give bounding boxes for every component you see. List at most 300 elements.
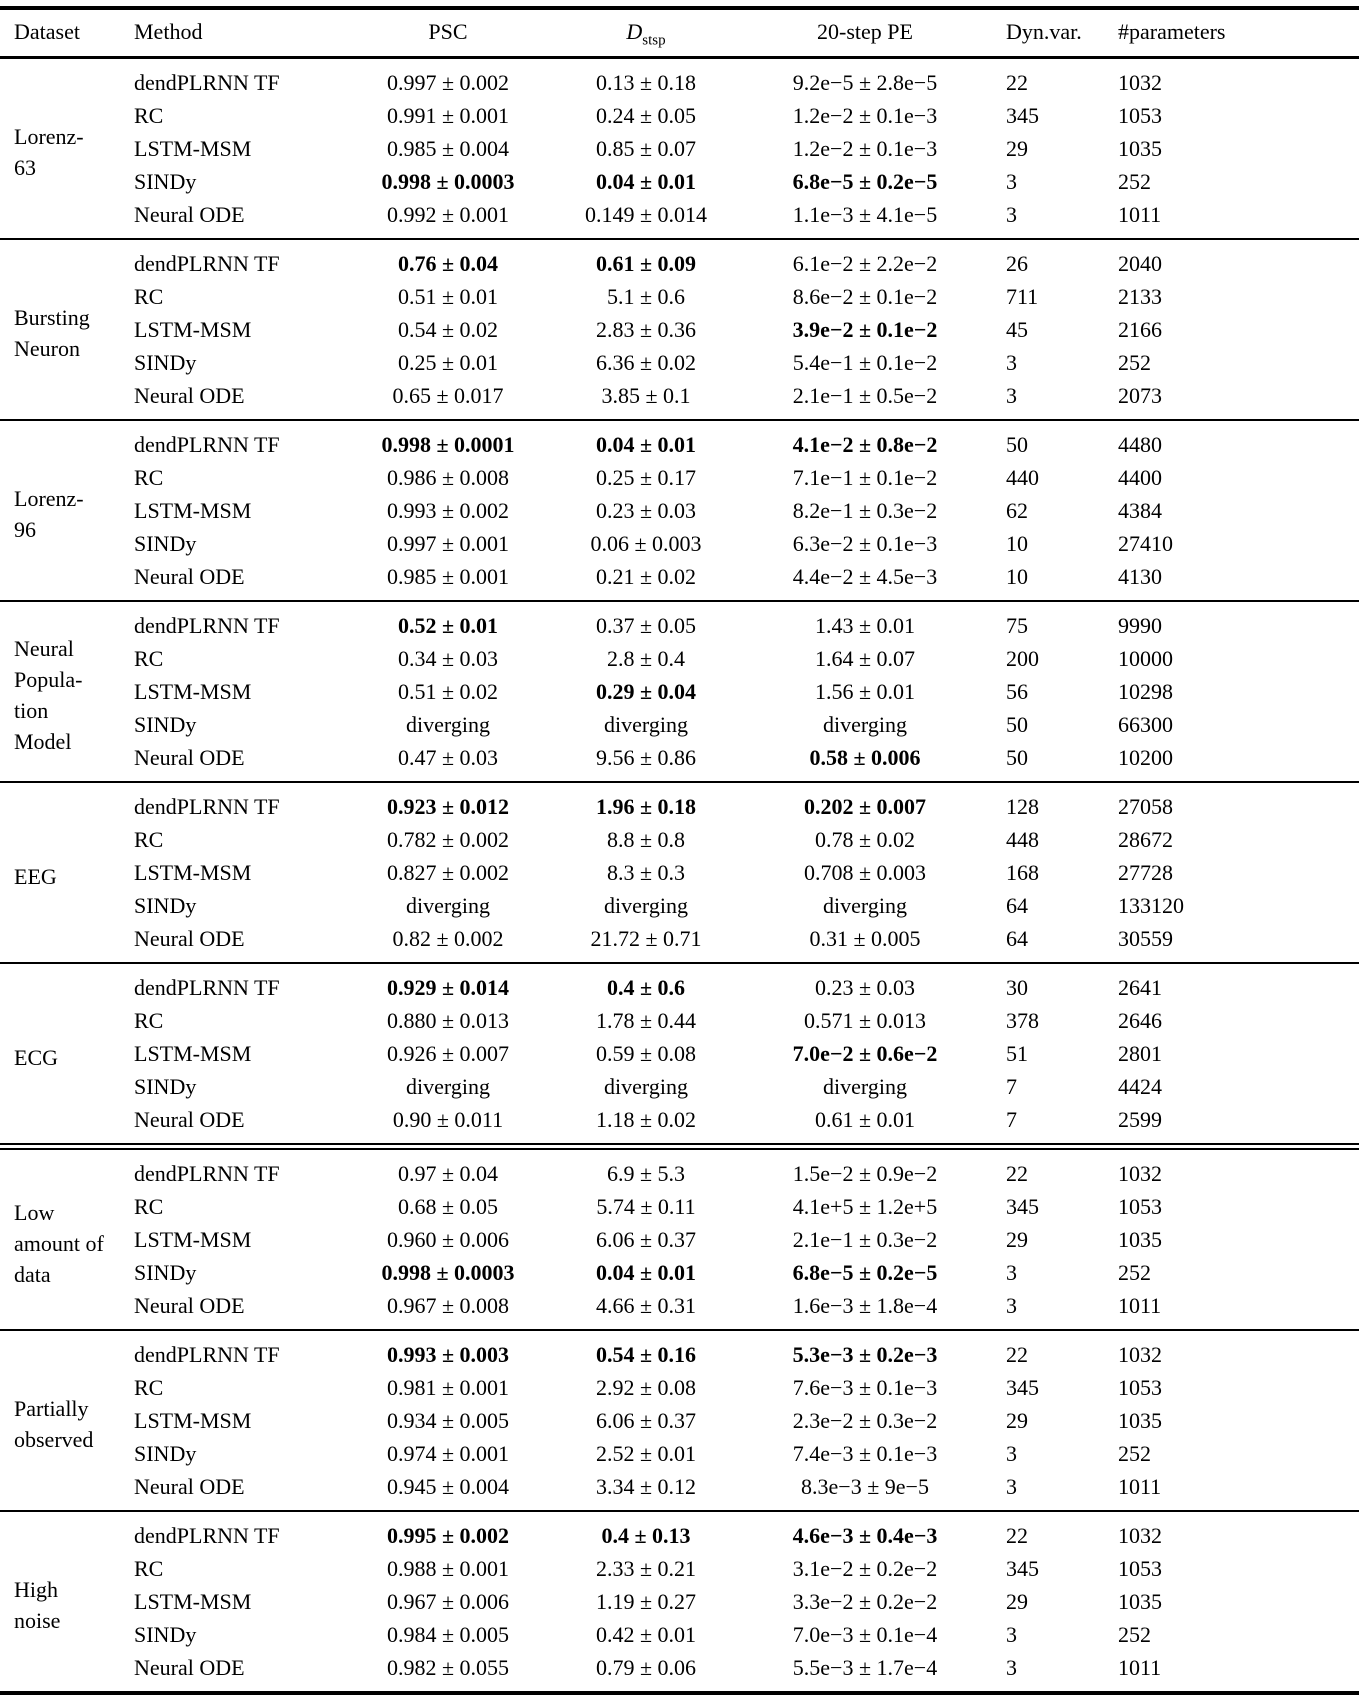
params-value: 1053 bbox=[1118, 1194, 1162, 1219]
dyn-value: 448 bbox=[1006, 827, 1039, 852]
dataset-label bbox=[0, 1511, 134, 1693]
dyn-value: 200 bbox=[1006, 646, 1039, 671]
method-label: RC bbox=[134, 284, 164, 309]
psc-value: 0.54 ± 0.02 bbox=[397, 317, 499, 342]
psc-value: 0.993 ± 0.003 bbox=[348, 1330, 548, 1371]
psc-value: 0.880 ± 0.013 bbox=[386, 1008, 510, 1033]
table-row bbox=[0, 1289, 1359, 1330]
pe-value: 6.3e−2 ± 0.1e−3 bbox=[792, 531, 938, 556]
dyn-value: 10 bbox=[1006, 531, 1028, 556]
psc-value: 0.782 ± 0.002 bbox=[386, 827, 510, 852]
params-value: 1035 bbox=[1118, 1589, 1162, 1614]
params-value: 252 bbox=[1118, 1441, 1151, 1466]
psc-value: 0.51 ± 0.01 bbox=[397, 284, 499, 309]
dstsp-value: 5.1 ± 0.6 bbox=[606, 284, 686, 309]
dstsp-value: 0.42 ± 0.01 bbox=[595, 1622, 697, 1647]
table-row bbox=[0, 1147, 1359, 1191]
method-label: dendPLRNN TF bbox=[134, 601, 348, 642]
pe-value: 1.64 ± 0.07 bbox=[814, 646, 916, 671]
dataset-label-line: amount of bbox=[14, 1230, 104, 1256]
header-row bbox=[0, 8, 1359, 58]
method-label: Neural ODE bbox=[134, 1107, 245, 1132]
dstsp-value: 6.9 ± 5.3 bbox=[548, 1147, 744, 1191]
dataset-label bbox=[0, 1147, 134, 1331]
pe-value: 5.4e−1 ± 0.1e−2 bbox=[792, 350, 938, 375]
pe-value: 6.1e−2 ± 2.2e−2 bbox=[744, 239, 986, 280]
psc-value: 0.974 ± 0.001 bbox=[386, 1441, 510, 1466]
table-row bbox=[0, 346, 1359, 379]
dyn-value: 3 bbox=[1006, 1293, 1017, 1318]
dataset-label-line: Neural bbox=[14, 636, 74, 661]
table-row bbox=[0, 1103, 1359, 1147]
dstsp-value: 8.3 ± 0.3 bbox=[606, 860, 686, 885]
pe-value: 1.6e−3 ± 1.8e−4 bbox=[792, 1293, 938, 1318]
dstsp-value: 3.85 ± 0.1 bbox=[601, 383, 691, 408]
method-label: LSTM-MSM bbox=[134, 498, 252, 523]
table-row bbox=[0, 675, 1359, 708]
dataset-label-line: Lorenz- bbox=[14, 124, 84, 149]
method-label: LSTM-MSM bbox=[134, 1041, 252, 1066]
psc-value: 0.985 ± 0.004 bbox=[386, 136, 510, 161]
table-row bbox=[0, 889, 1359, 922]
dyn-value: 3 bbox=[1006, 169, 1017, 194]
psc-value: 0.929 ± 0.014 bbox=[348, 963, 548, 1004]
dyn-value: 22 bbox=[986, 1511, 1098, 1552]
dyn-value: 56 bbox=[1006, 679, 1028, 704]
dstsp-value: 0.59 ± 0.08 bbox=[595, 1041, 697, 1066]
params-value: 9990 bbox=[1098, 601, 1359, 642]
pe-value: 8.3e−3 ± 9e−5 bbox=[801, 1474, 929, 1499]
method-label: RC bbox=[134, 1375, 164, 1400]
pe-value: 7.0e−3 ± 0.1e−4 bbox=[792, 1622, 938, 1647]
table-row bbox=[0, 494, 1359, 527]
table-row bbox=[0, 601, 1359, 642]
table-row bbox=[0, 1585, 1359, 1618]
table-row bbox=[0, 1223, 1359, 1256]
dyn-value: 29 bbox=[1006, 136, 1028, 161]
method-label: SINDy bbox=[134, 1441, 197, 1466]
method-label: Neural ODE bbox=[134, 202, 245, 227]
dyn-value: 64 bbox=[1006, 926, 1028, 951]
params-value: 4400 bbox=[1118, 465, 1162, 490]
dstsp-value: 0.04 ± 0.01 bbox=[595, 169, 697, 194]
params-value: 27728 bbox=[1118, 860, 1173, 885]
table-row bbox=[0, 1256, 1359, 1289]
dyn-value: 711 bbox=[1006, 284, 1039, 309]
psc-value: 0.945 ± 0.004 bbox=[386, 1474, 510, 1499]
params-value: 10200 bbox=[1118, 745, 1173, 770]
dyn-value: 10 bbox=[1006, 564, 1028, 589]
pe-value: 6.8e−5 ± 0.2e−5 bbox=[792, 1260, 938, 1285]
dataset-label bbox=[0, 601, 134, 782]
psc-value: diverging bbox=[406, 1074, 490, 1099]
psc-value: 0.998 ± 0.0003 bbox=[381, 1260, 515, 1285]
table-row bbox=[0, 1371, 1359, 1404]
pe-value: 4.1e+5 ± 1.2e+5 bbox=[792, 1194, 938, 1219]
psc-value: 0.51 ± 0.02 bbox=[397, 679, 499, 704]
table-row bbox=[0, 741, 1359, 782]
table-row bbox=[0, 1037, 1359, 1070]
dstsp-value: 0.06 ± 0.003 bbox=[590, 531, 702, 556]
table-row bbox=[0, 165, 1359, 198]
pe-value: 0.58 ± 0.006 bbox=[809, 745, 921, 770]
pe-value: 1.56 ± 0.01 bbox=[814, 679, 916, 704]
dstsp-value: 0.149 ± 0.014 bbox=[584, 202, 708, 227]
psc-value: 0.47 ± 0.03 bbox=[397, 745, 499, 770]
dstsp-value: 6.36 ± 0.02 bbox=[595, 350, 697, 375]
method-label: LSTM-MSM bbox=[134, 1227, 252, 1252]
dataset-label bbox=[0, 782, 134, 963]
params-value: 1053 bbox=[1118, 103, 1162, 128]
method-label: SINDy bbox=[134, 531, 197, 556]
method-label: LSTM-MSM bbox=[134, 317, 252, 342]
table-row bbox=[0, 1511, 1359, 1552]
dataset-label-line: Neuron bbox=[14, 336, 80, 361]
results-table-body bbox=[0, 58, 1359, 1694]
dataset-label-line: noise bbox=[14, 1608, 61, 1633]
pe-value: 0.202 ± 0.007 bbox=[744, 782, 986, 823]
dyn-value: 62 bbox=[1006, 498, 1028, 523]
dstsp-value: 0.54 ± 0.16 bbox=[548, 1330, 744, 1371]
dataset-label-line: Lorenz- bbox=[14, 486, 84, 511]
table-row bbox=[0, 99, 1359, 132]
params-value: 10000 bbox=[1118, 646, 1173, 671]
table-row bbox=[0, 922, 1359, 963]
method-label: SINDy bbox=[134, 1622, 197, 1647]
table-row bbox=[0, 963, 1359, 1004]
col-header-dynvar: Dyn.var. bbox=[986, 8, 1098, 58]
pe-value: 0.23 ± 0.03 bbox=[744, 963, 986, 1004]
params-value: 27410 bbox=[1118, 531, 1173, 556]
table-row bbox=[0, 823, 1359, 856]
dataset-label-line: tion bbox=[14, 698, 49, 723]
params-value: 10298 bbox=[1118, 679, 1173, 704]
table-row bbox=[0, 280, 1359, 313]
dataset-label-line: Partially bbox=[14, 1396, 89, 1421]
pe-value: 1.1e−3 ± 4.1e−5 bbox=[792, 202, 938, 227]
pe-value: 7.6e−3 ± 0.1e−3 bbox=[792, 1375, 938, 1400]
psc-value: 0.34 ± 0.03 bbox=[397, 646, 499, 671]
table-row bbox=[0, 1618, 1359, 1651]
dstsp-value: 1.19 ± 0.27 bbox=[595, 1589, 697, 1614]
method-label: RC bbox=[134, 465, 164, 490]
dyn-value: 345 bbox=[1006, 1556, 1039, 1581]
params-value: 1053 bbox=[1118, 1556, 1162, 1581]
pe-value: 3.3e−2 ± 0.2e−2 bbox=[792, 1589, 938, 1614]
pe-value: 2.1e−1 ± 0.3e−2 bbox=[792, 1227, 938, 1252]
method-label: RC bbox=[134, 646, 164, 671]
params-value: 2133 bbox=[1118, 284, 1162, 309]
dstsp-value: 0.79 ± 0.06 bbox=[595, 1655, 697, 1680]
table-row bbox=[0, 1437, 1359, 1470]
params-value: 1011 bbox=[1118, 1655, 1162, 1680]
dstsp-value: 0.4 ± 0.6 bbox=[548, 963, 744, 1004]
params-value: 1011 bbox=[1118, 1293, 1162, 1318]
dstsp-value: 0.13 ± 0.18 bbox=[595, 70, 697, 95]
table-row bbox=[0, 642, 1359, 675]
psc-value: 0.934 ± 0.005 bbox=[386, 1408, 510, 1433]
table-row bbox=[0, 461, 1359, 494]
dstsp-value: diverging bbox=[604, 1074, 688, 1099]
pe-value: 7.1e−1 ± 0.1e−2 bbox=[792, 465, 938, 490]
pe-value: diverging bbox=[823, 893, 907, 918]
table-row bbox=[0, 782, 1359, 823]
params-value: 1011 bbox=[1118, 202, 1162, 227]
psc-value: 0.995 ± 0.002 bbox=[348, 1511, 548, 1552]
dataset-label bbox=[0, 58, 134, 240]
psc-value: 0.76 ± 0.04 bbox=[348, 239, 548, 280]
psc-value: 0.82 ± 0.002 bbox=[392, 926, 504, 951]
params-value: 1035 bbox=[1118, 1408, 1162, 1433]
psc-value: 0.827 ± 0.002 bbox=[386, 860, 510, 885]
dstsp-value: 2.83 ± 0.36 bbox=[595, 317, 697, 342]
table-row bbox=[0, 1004, 1359, 1037]
psc-value: 0.52 ± 0.01 bbox=[348, 601, 548, 642]
params-value: 4384 bbox=[1118, 498, 1162, 523]
dyn-value: 345 bbox=[1006, 1194, 1039, 1219]
psc-value: 0.68 ± 0.05 bbox=[397, 1194, 499, 1219]
params-value: 1011 bbox=[1118, 1474, 1162, 1499]
table-row bbox=[0, 1552, 1359, 1585]
dyn-value: 440 bbox=[1006, 465, 1039, 490]
dstsp-value: 2.8 ± 0.4 bbox=[606, 646, 686, 671]
dyn-value: 50 bbox=[1006, 745, 1028, 770]
dstsp-value: 0.23 ± 0.03 bbox=[595, 498, 697, 523]
results-table bbox=[0, 6, 1359, 1695]
dstsp-value: 0.24 ± 0.05 bbox=[595, 103, 697, 128]
params-value: 1035 bbox=[1118, 1227, 1162, 1252]
dyn-value: 3 bbox=[1006, 1260, 1017, 1285]
pe-value: 3.9e−2 ± 0.1e−2 bbox=[792, 317, 938, 342]
table-row bbox=[0, 1651, 1359, 1693]
params-value: 2646 bbox=[1118, 1008, 1162, 1033]
pe-value: 1.5e−2 ± 0.9e−2 bbox=[744, 1147, 986, 1191]
params-value: 2073 bbox=[1118, 383, 1162, 408]
dstsp-value: 5.74 ± 0.11 bbox=[596, 1194, 696, 1219]
method-label: RC bbox=[134, 827, 164, 852]
params-value: 252 bbox=[1118, 169, 1151, 194]
dyn-value: 22 bbox=[986, 1330, 1098, 1371]
params-value: 4424 bbox=[1118, 1074, 1162, 1099]
table-row bbox=[0, 527, 1359, 560]
dyn-value: 22 bbox=[986, 1147, 1098, 1191]
pe-value: 9.2e−5 ± 2.8e−5 bbox=[792, 70, 938, 95]
dataset-label bbox=[0, 420, 134, 601]
dyn-value: 3 bbox=[1006, 1622, 1017, 1647]
psc-value: 0.997 ± 0.001 bbox=[386, 531, 510, 556]
method-label: dendPLRNN TF bbox=[134, 963, 348, 1004]
method-label: dendPLRNN TF bbox=[134, 782, 348, 823]
dstsp-subscript: stsp bbox=[642, 32, 666, 49]
params-value: 2040 bbox=[1098, 239, 1359, 280]
dataset-label-line: observed bbox=[14, 1427, 94, 1452]
method-label: dendPLRNN TF bbox=[134, 1511, 348, 1552]
params-value: 30559 bbox=[1118, 926, 1173, 951]
pe-value: 7.0e−2 ± 0.6e−2 bbox=[792, 1041, 938, 1066]
params-value: 252 bbox=[1118, 1622, 1151, 1647]
psc-value: 0.986 ± 0.008 bbox=[386, 465, 510, 490]
params-value: 4480 bbox=[1098, 420, 1359, 461]
params-value: 1032 bbox=[1098, 1147, 1359, 1191]
dyn-value: 345 bbox=[1006, 1375, 1039, 1400]
pe-value: 4.1e−2 ± 0.8e−2 bbox=[744, 420, 986, 461]
params-value: 4130 bbox=[1118, 564, 1162, 589]
dyn-value: 29 bbox=[1006, 1408, 1028, 1433]
pe-value: 5.5e−3 ± 1.7e−4 bbox=[792, 1655, 938, 1680]
table-row bbox=[0, 708, 1359, 741]
dyn-value: 3 bbox=[1006, 350, 1017, 375]
pe-value: 0.31 ± 0.005 bbox=[809, 926, 921, 951]
method-label: dendPLRNN TF bbox=[134, 239, 348, 280]
dstsp-value: 6.06 ± 0.37 bbox=[595, 1227, 697, 1252]
method-label: LSTM-MSM bbox=[134, 1408, 252, 1433]
dyn-value: 51 bbox=[1006, 1041, 1028, 1066]
psc-value: 0.923 ± 0.012 bbox=[348, 782, 548, 823]
dstsp-value: 1.78 ± 0.44 bbox=[595, 1008, 697, 1033]
pe-value: 1.2e−2 ± 0.1e−3 bbox=[792, 103, 938, 128]
dyn-value: 29 bbox=[1006, 1227, 1028, 1252]
psc-value: 0.991 ± 0.001 bbox=[386, 103, 510, 128]
psc-value: 0.90 ± 0.011 bbox=[392, 1107, 504, 1132]
table-row bbox=[0, 560, 1359, 601]
pe-value: 3.1e−2 ± 0.2e−2 bbox=[792, 1556, 938, 1581]
dataset-label-line: Bursting bbox=[14, 305, 90, 330]
dstsp-value: 8.8 ± 0.8 bbox=[606, 827, 686, 852]
pe-value: 1.43 ± 0.01 bbox=[744, 601, 986, 642]
pe-value: 8.2e−1 ± 0.3e−2 bbox=[792, 498, 938, 523]
dstsp-value: 3.34 ± 0.12 bbox=[595, 1474, 697, 1499]
method-label: Neural ODE bbox=[134, 926, 245, 951]
dstsp-value: 9.56 ± 0.86 bbox=[595, 745, 697, 770]
table-row bbox=[0, 198, 1359, 239]
dataset-label-line: Low bbox=[14, 1199, 55, 1225]
pe-value: diverging bbox=[823, 1074, 907, 1099]
dstsp-value: 0.04 ± 0.01 bbox=[595, 1260, 697, 1285]
params-value: 66300 bbox=[1118, 712, 1173, 737]
params-value: 1032 bbox=[1098, 1511, 1359, 1552]
dstsp-value: diverging bbox=[604, 893, 688, 918]
table-row bbox=[0, 379, 1359, 420]
dyn-value: 50 bbox=[986, 420, 1098, 461]
table-row bbox=[0, 1404, 1359, 1437]
params-value: 252 bbox=[1118, 350, 1151, 375]
pe-value: 4.4e−2 ± 4.5e−3 bbox=[792, 564, 938, 589]
col-header-dataset: Dataset bbox=[0, 8, 134, 58]
method-label: Neural ODE bbox=[134, 1293, 245, 1318]
dataset-label-line: EEG bbox=[14, 863, 57, 889]
dataset-label-line: ECG bbox=[14, 1044, 58, 1070]
method-label: SINDy bbox=[134, 712, 197, 737]
params-value: 28672 bbox=[1118, 827, 1173, 852]
dyn-value: 3 bbox=[1006, 202, 1017, 227]
psc-value: 0.25 ± 0.01 bbox=[397, 350, 499, 375]
psc-value: 0.984 ± 0.005 bbox=[386, 1622, 510, 1647]
method-label: Neural ODE bbox=[134, 1655, 245, 1680]
method-label: RC bbox=[134, 1008, 164, 1033]
dstsp-value: diverging bbox=[604, 712, 688, 737]
dyn-value: 30 bbox=[986, 963, 1098, 1004]
pe-value: 2.1e−1 ± 0.5e−2 bbox=[792, 383, 938, 408]
method-label: Neural ODE bbox=[134, 745, 245, 770]
table-row bbox=[0, 132, 1359, 165]
dyn-value: 29 bbox=[1006, 1589, 1028, 1614]
dstsp-value: 0.21 ± 0.02 bbox=[595, 564, 697, 589]
dataset-label-line: High bbox=[14, 1577, 58, 1602]
pe-value: 6.8e−5 ± 0.2e−5 bbox=[792, 169, 938, 194]
dyn-value: 50 bbox=[1006, 712, 1028, 737]
method-label: SINDy bbox=[134, 169, 197, 194]
method-label: LSTM-MSM bbox=[134, 1589, 252, 1614]
dyn-value: 75 bbox=[986, 601, 1098, 642]
method-label: Neural ODE bbox=[134, 383, 245, 408]
table-row bbox=[0, 58, 1359, 100]
method-label: SINDy bbox=[134, 1074, 197, 1099]
table-row bbox=[0, 1070, 1359, 1103]
method-label: RC bbox=[134, 1556, 164, 1581]
psc-value: diverging bbox=[406, 893, 490, 918]
dstsp-value: 6.06 ± 0.37 bbox=[595, 1408, 697, 1433]
table-row bbox=[0, 239, 1359, 280]
col-header-20step-pe: 20-step PE bbox=[744, 8, 986, 58]
params-value: 252 bbox=[1118, 1260, 1151, 1285]
col-header-dstsp bbox=[548, 8, 744, 58]
dstsp-symbol: D bbox=[626, 19, 643, 44]
dataset-label-line: data bbox=[14, 1261, 51, 1287]
dstsp-value: 0.04 ± 0.01 bbox=[548, 420, 744, 461]
psc-value: 0.998 ± 0.0001 bbox=[348, 420, 548, 461]
params-value: 1035 bbox=[1118, 136, 1162, 161]
pe-value: 4.6e−3 ± 0.4e−3 bbox=[744, 1511, 986, 1552]
psc-value: 0.997 ± 0.002 bbox=[386, 70, 510, 95]
method-label: SINDy bbox=[134, 1260, 197, 1285]
psc-value: 0.998 ± 0.0003 bbox=[381, 169, 515, 194]
table-row bbox=[0, 420, 1359, 461]
dstsp-value: 0.4 ± 0.13 bbox=[548, 1511, 744, 1552]
method-label: dendPLRNN TF bbox=[134, 70, 280, 95]
dyn-value: 3 bbox=[1006, 1441, 1017, 1466]
psc-value: diverging bbox=[406, 712, 490, 737]
dataset-label bbox=[0, 963, 134, 1147]
method-label: dendPLRNN TF bbox=[134, 420, 348, 461]
pe-value: 0.61 ± 0.01 bbox=[814, 1107, 916, 1132]
pe-value: 5.3e−3 ± 0.2e−3 bbox=[744, 1330, 986, 1371]
table-row bbox=[0, 1330, 1359, 1371]
method-label: RC bbox=[134, 1194, 164, 1219]
dyn-value: 7 bbox=[1006, 1074, 1017, 1099]
pe-value: 0.571 ± 0.013 bbox=[803, 1008, 927, 1033]
col-header-method: Method bbox=[134, 8, 348, 58]
dyn-value: 7 bbox=[1006, 1107, 1017, 1132]
method-label: SINDy bbox=[134, 350, 197, 375]
method-label: Neural ODE bbox=[134, 1474, 245, 1499]
dstsp-value: 1.96 ± 0.18 bbox=[548, 782, 744, 823]
params-value: 1053 bbox=[1118, 1375, 1162, 1400]
dataset-label bbox=[0, 239, 134, 420]
dyn-value: 26 bbox=[986, 239, 1098, 280]
dstsp-value: 0.29 ± 0.04 bbox=[595, 679, 697, 704]
method-label: LSTM-MSM bbox=[134, 860, 252, 885]
psc-value: 0.967 ± 0.008 bbox=[386, 1293, 510, 1318]
table-row bbox=[0, 856, 1359, 889]
params-value: 2166 bbox=[1118, 317, 1162, 342]
pe-value: 0.78 ± 0.02 bbox=[814, 827, 916, 852]
params-value: 2641 bbox=[1098, 963, 1359, 1004]
method-label: dendPLRNN TF bbox=[134, 1330, 348, 1371]
dataset-label-line: Model bbox=[14, 729, 72, 754]
method-label: dendPLRNN TF bbox=[134, 1147, 348, 1191]
table-row bbox=[0, 1470, 1359, 1511]
dstsp-value: 2.52 ± 0.01 bbox=[595, 1441, 697, 1466]
